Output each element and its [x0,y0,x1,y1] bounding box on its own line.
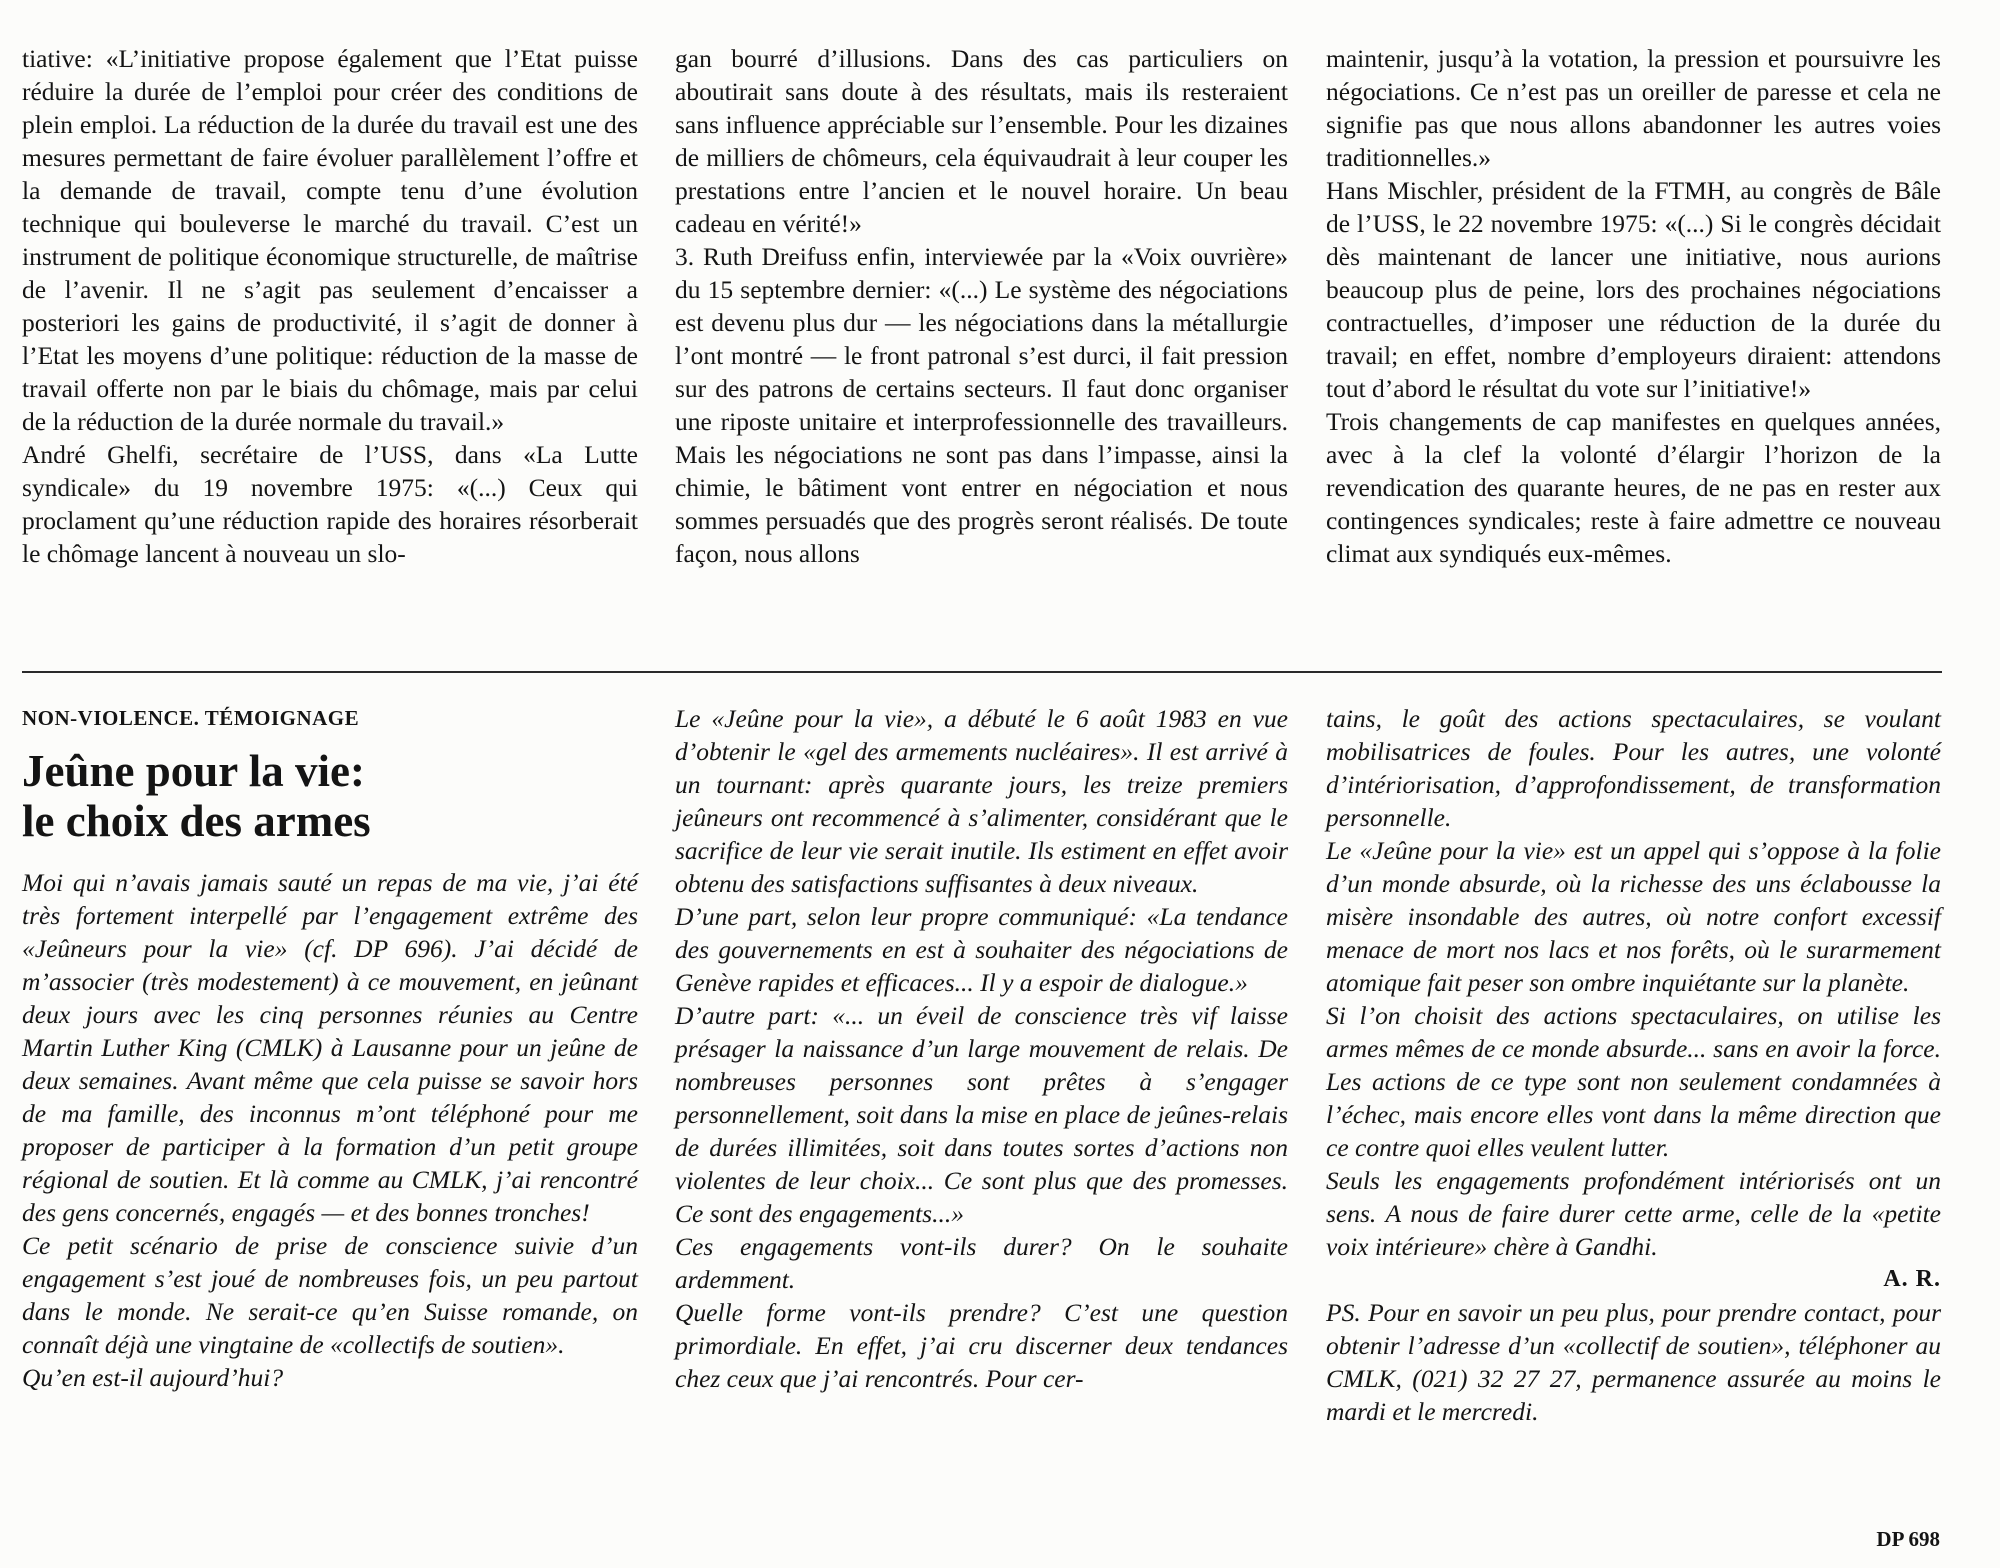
paragraph: Le «Jeûne pour la vie», a débuté le 6 août 1983 en vue d’obtenir le «gel des armements nucléaires». Il est arrivé à un tournant: après quarante jours, les treize premiers jeûneurs ont recommencé à s’alimenter, considérant que le sacrifice de leur vie serait inutile. Ils estiment en effet avoir obtenu des satisfactions suffisantes à deux niveaux. [675,704,1288,898]
paragraph: André Ghelfi, secrétaire de l’USS, dans «La Lutte syndicale» du 19 novembre 1975: «(...) Ceux qui proclament qu’une réduction rapide des horaires résorberait le chômage lancent à nouveau un slo- [22,440,638,568]
paragraph: Qu’en est-il aujourd’hui? [22,1363,284,1392]
paragraph: Ce petit scénario de prise de conscience suivie d’un engagement s’est joué de nombreuses fois, un peu partout dans le monde. Ne serait-ce qu’en Suisse romande, on connaît déjà une vingtaine de «collectifs de soutien». [22,1231,638,1359]
article-column-3 [1326,702,1941,1428]
article-column-1 [22,866,638,1394]
paragraph: D’une part, selon leur propre communiqué: «La tendance des gouvernements en est à souhaiter des négociations de Genève rapides et efficaces... Il y a espoir de dialogue.» [675,902,1288,997]
paragraph: 3. Ruth Dreifuss enfin, interviewée par la «Voix ouvrière» du 15 septembre dernier: «(...) Le système des négociations est devenu plus dur — les négociations dans la métallurgie l’ont montré — le front patronal s’est durci, il fait pression sur des patrons de certains secteurs. Il faut donc organiser une riposte unitaire et interprofessionnelle des travailleurs. Mais les négociations ne sont pas dans l’impasse, ainsi la chimie, le bâtiment vont entrer en négociation et nous sommes persuadés que des progrès seront réalisés. De toute façon, nous allons [675,242,1288,568]
paragraph: Moi qui n’avais jamais sauté un repas de ma vie, j’ai été très fortement interpellé par l’engagement extrême des «Jeûneurs pour la vie» (cf. DP 696). J’ai décidé de m’associer (très modestement) à ce mouvement, en jeûnant deux jours avec les cinq personnes réunies au Centre Martin Luther King (CMLK) à Lausanne pour un jeûne de deux semaines. Avant même que cela puisse se savoir hors de ma famille, des inconnus m’ont téléphoné pour me proposer de participer à la formation d’un petit groupe régional de soutien. Et là comme au CMLK, j’ai rencontré des gens concernés, engagés — et des bonnes tronches! [22,868,638,1227]
article-title [22,746,638,846]
paragraph: Hans Mischler, président de la FTMH, au congrès de Bâle de l’USS, le 22 novembre 1975: «(...) Si le congrès décidait dès maintenant de lancer une initiative, nous aurions beaucoup plus de peine, lors des prochaines négociations contractuelles, d’imposer une réduction de la durée du travail; en effet, nombre d’employeurs diraient: attendons tout d’abord le résultat du vote sur l’initiative!» [1326,176,1941,403]
paragraph: Quelle forme vont-ils prendre? C’est une question primordiale. En effet, j’ai cru discerner deux tendances chez ceux que j’ai rencontrés. Pour cer- [675,1298,1288,1393]
top-column-3 [1326,42,1941,570]
paragraph: Si l’on choisit des actions spectaculaires, on utilise les armes mêmes de ce monde absurde... sans en avoir la force. Les actions de ce type sont non seulement condamnées à l’échec, mais encore elles vont dans la même direction que ce contre quoi elles veulent lutter. [1326,1001,1941,1162]
section-divider [22,671,1942,673]
paragraph: Le «Jeûne pour la vie» est un appel qui s’oppose à la folie d’un monde absurde, où la richesse des uns éclabousse la misère insondable des autres, où notre confort excessif menace de mort nos lacs et nos forêts, où le surarmement atomique fait peser son ombre inquiétante sur la planète. [1326,836,1941,997]
paragraph: tains, le goût des actions spectaculaires, se voulant mobilisatrices de foules. Pour les autres, une volonté d’intériorisation, d’approfondissement, de transformation personnelle. [1326,704,1941,832]
paragraph: D’autre part: «... un éveil de conscience très vif laisse présager la naissance d’un large mouvement de relais. De nombreuses personnes sont prêtes à s’engager personnellement, soit dans la mise en place de jeûnes-relais de durées illimitées, soit dans toutes sortes d’actions non violentes de leur choix... Ce sont plus que des promesses. Ce sont des engagements...» [675,1001,1288,1228]
article-column-2 [675,702,1288,1395]
page-folio: DP 698 [1876,1527,1940,1551]
paragraph: Ces engagements vont-ils durer? On le souhaite ardemment. [675,1232,1288,1294]
title-line-1: Jeûne pour la vie: [22,746,365,796]
title-line-2: le choix des armes [22,796,371,846]
top-column-2 [675,42,1288,570]
article-kicker: NON-VIOLENCE. TÉMOIGNAGE [22,706,360,730]
paragraph: maintenir, jusqu’à la votation, la pression et poursuivre les négociations. Ce n’est pas un oreiller de paresse et cela ne signifie pas que nous allons abandonner les autres voies traditionnelles.» [1326,44,1941,172]
paragraph: Trois changements de cap manifestes en quelques années, avec à la clef la volonté d’élargir l’horizon de la revendication des quarante heures, de ne pas en rester aux contingences syndicales; reste à faire admettre ce nouveau climat aux syndiqués eux-mêmes. [1326,407,1941,568]
postscript: PS. Pour en savoir un peu plus, pour prendre contact, pour obtenir l’adresse d’un «collectif de soutien», téléphoner au CMLK, (021) 32 27 27, permanence assurée au moins le mardi et le mercredi. [1326,1298,1941,1426]
author-signature: A. R. [1883,1266,1941,1292]
paragraph: gan bourré d’illusions. Dans des cas particuliers on aboutirait sans doute à des résultats, mais ils resteraient sans influence appréciable sur l’ensemble. Pour les dizaines de milliers de chômeurs, cela équivaudrait à leur couper les prestations entre l’ancien et le nouvel horaire. Un beau cadeau en vérité!» [675,44,1288,238]
paragraph: Seuls les engagements profondément intériorisés ont un sens. A nous de faire durer cette arme, celle de la «petite voix intérieure» chère à Gandhi. [1326,1166,1941,1261]
top-column-1 [22,42,638,570]
paragraph: tiative: «L’initiative propose également que l’Etat puisse réduire la durée de l’emploi pour créer des conditions de plein emploi. La réduction de la durée du travail est une des mesures permettant de faire évoluer parallèlement l’offre et la demande de travail, compte tenu d’une évolution technique qui bouleverse le marché du travail. C’est un instrument de politique économique structurelle, de maîtrise de l’avenir. Il ne s’agit pas seulement d’encaisser a posteriori les gains de productivité, il s’agit de donner à l’Etat les moyens d’une politique: réduction de la masse de travail offerte non par le biais du chômage, mais par celui de la réduction de la durée normale du travail.» [22,44,638,436]
